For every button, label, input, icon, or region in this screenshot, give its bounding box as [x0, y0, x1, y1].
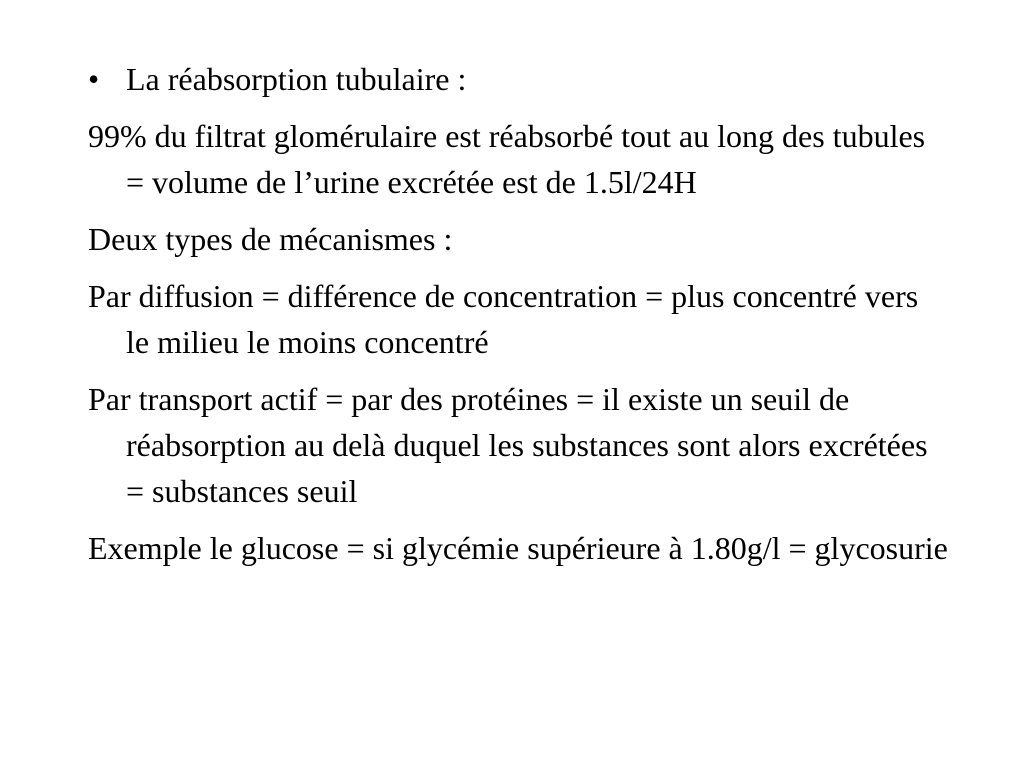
paragraph-mechanism-types: Deux types de mécanismes : [88, 221, 453, 257]
paragraph-reabsorption-volume: 99% du filtrat glomérulaire est réabsorbé tout au long des tubules = volume de l’urine excrétée est de 1.5l/24H [88, 118, 926, 200]
bullet-item [88, 56, 948, 102]
paragraph-glucose-example: Exemple le glucose = si glycémie supérieure à 1.80g/l = glycosurie [88, 530, 948, 566]
paragraph-diffusion: Par diffusion = différence de concentration = plus concentré vers le milieu le moins concentré [88, 278, 919, 360]
paragraph-active-transport: Par transport actif = par des protéines = il existe un seuil de réabsorption au delà duquel les substances sont alors excrétées = substances seuil [88, 381, 928, 509]
slide-content [88, 56, 948, 582]
bullet-text: La réabsorption tubulaire : [126, 61, 467, 97]
bullet-icon: • [88, 61, 100, 97]
